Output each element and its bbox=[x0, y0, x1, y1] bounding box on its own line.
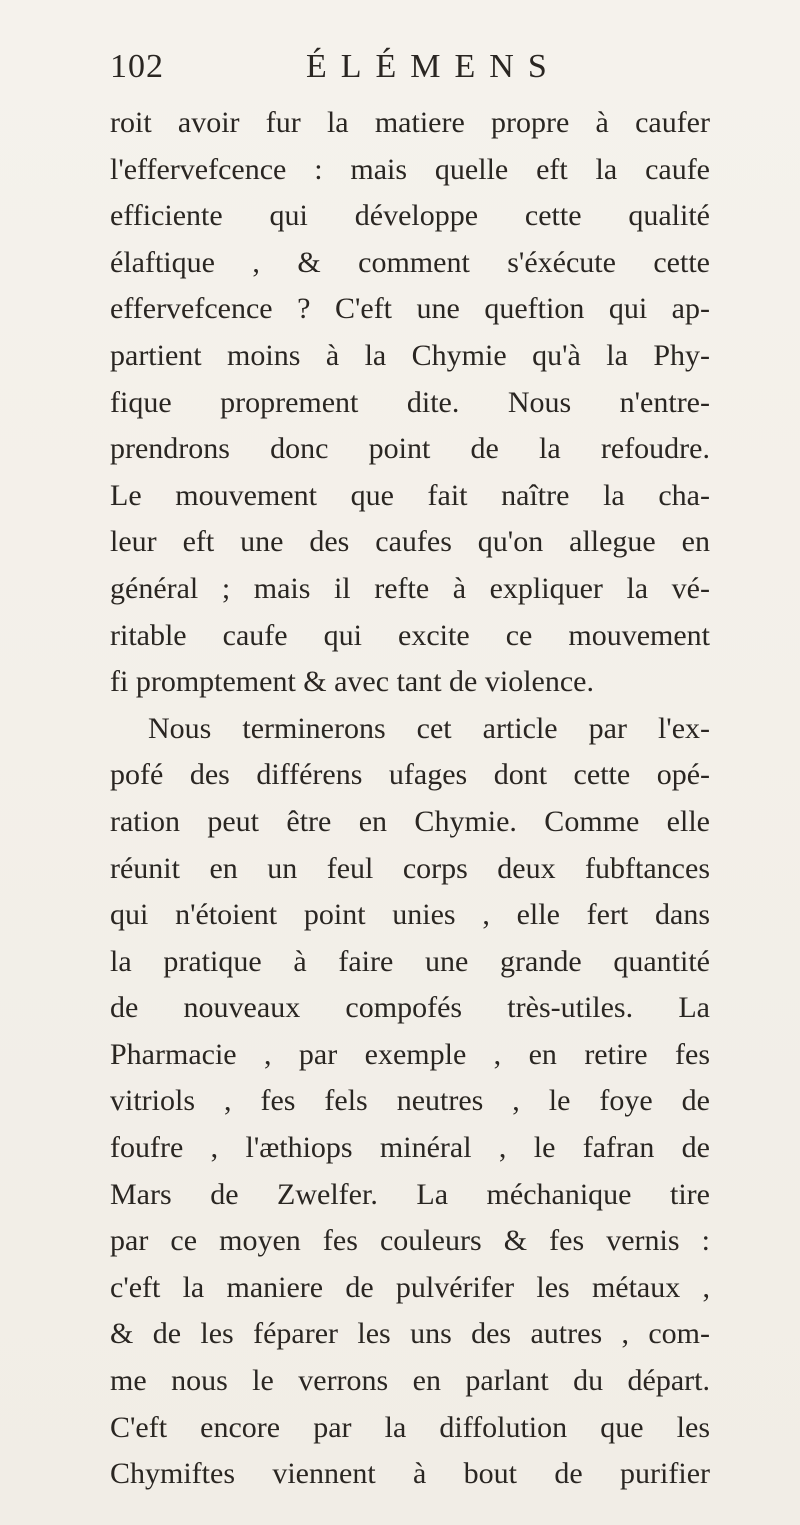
text-line: leur eft une des caufes qu'on allegue en bbox=[110, 525, 710, 559]
text-line: & de les féparer les uns des autres , com- bbox=[110, 1317, 710, 1351]
text-line: fi promptement & avec tant de violence. bbox=[110, 665, 594, 699]
page-number: 102 bbox=[110, 48, 164, 85]
text-line: C'eft encore par la diffolution que les bbox=[110, 1410, 710, 1444]
text-line: vitriols , fes fels neutres , le foye de bbox=[110, 1084, 710, 1118]
text-line: de nouveaux compofés très-utiles. La bbox=[110, 991, 710, 1025]
text-line: Le mouvement que fait naître la cha- bbox=[110, 478, 710, 512]
text-line: prendrons donc point de la refoudre. bbox=[110, 432, 710, 466]
text-line: ritable caufe qui excite ce mouvement bbox=[110, 618, 710, 652]
text-line: c'eft la maniere de pulvérifer les métaux , bbox=[110, 1270, 710, 1304]
text-line: fique proprement dite. Nous n'entre- bbox=[110, 385, 710, 419]
text-line: réunit en un feul corps deux fubftances bbox=[110, 851, 710, 885]
text-line: efficiente qui développe cette qualité bbox=[110, 199, 710, 233]
text-line: me nous le verrons en parlant du départ. bbox=[110, 1364, 710, 1398]
page-header bbox=[110, 48, 670, 98]
text-line: effervefcence ? C'eft une queftion qui ap- bbox=[110, 292, 710, 326]
body-text bbox=[110, 100, 710, 1498]
text-line: roit avoir fur la matiere propre à caufer bbox=[110, 106, 710, 139]
text-line: partient moins à la Chymie qu'à la Phy- bbox=[110, 338, 710, 372]
text-line: Mars de Zwelfer. La méchanique tire bbox=[110, 1177, 710, 1211]
text-line: Nous terminerons cet article par l'ex- bbox=[148, 711, 710, 745]
text-line: pofé des différens ufages dont cette opé- bbox=[110, 758, 710, 792]
text-line: la pratique à faire une grande quantité bbox=[110, 944, 710, 978]
text-line: général ; mais il refte à expliquer la vé- bbox=[110, 571, 710, 605]
text-line: élaftique , & comment s'éxécute cette bbox=[110, 245, 710, 279]
text-line: ration peut être en Chymie. Comme elle bbox=[110, 804, 710, 838]
text-line: par ce moyen fes couleurs & fes vernis : bbox=[110, 1224, 710, 1258]
running-title: ÉLÉMENS bbox=[306, 48, 561, 85]
text-line: qui n'étoient point unies , elle fert dans bbox=[110, 898, 710, 932]
text-line: foufre , l'æthiops minéral , le fafran de bbox=[110, 1131, 710, 1165]
text-line: l'effervefcence : mais quelle eft la caufe bbox=[110, 152, 710, 186]
text-line: Pharmacie , par exemple , en retire fes bbox=[110, 1037, 710, 1071]
text-line: Chymiftes viennent à bout de purifier bbox=[110, 1457, 710, 1491]
